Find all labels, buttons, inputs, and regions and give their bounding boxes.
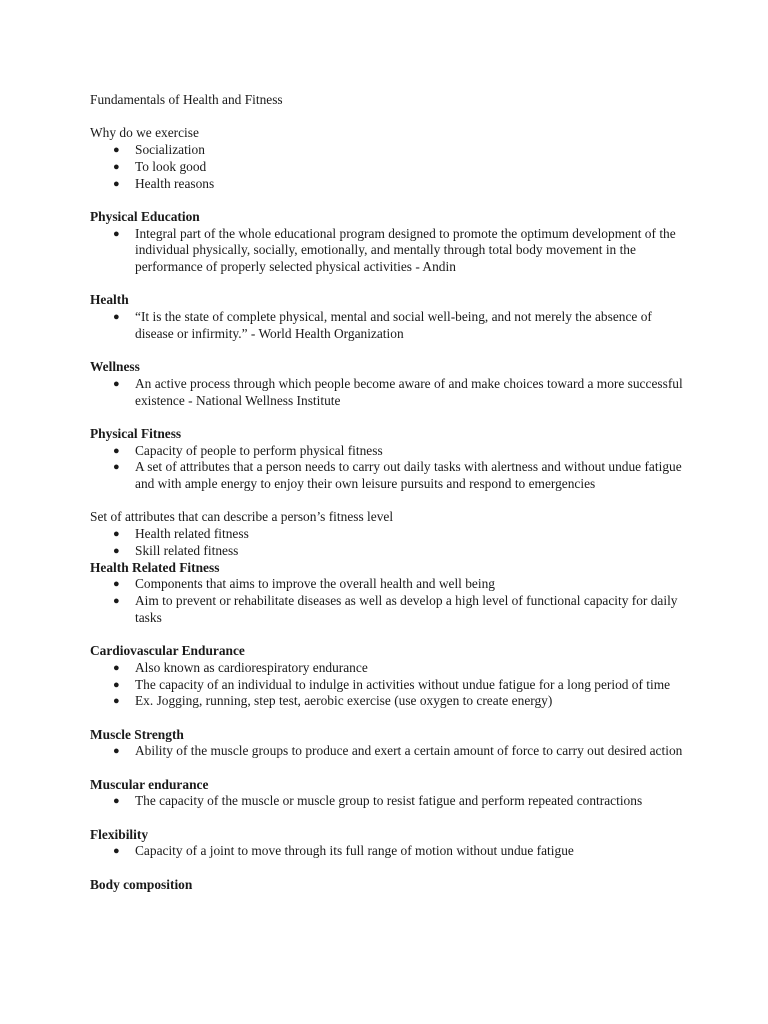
section-heading: Health	[90, 292, 129, 308]
section-heading: Muscle Strength	[90, 726, 184, 742]
section-muscular-endurance	[90, 777, 690, 810]
bullet-icon: ●	[113, 578, 120, 591]
section-heading: Wellness	[90, 359, 140, 375]
section-heading: Physical Education	[90, 208, 200, 224]
bullet-icon: ●	[113, 311, 120, 324]
list-item: ● Socialization	[113, 142, 205, 158]
section-physical-fitness	[90, 426, 690, 493]
list-item: ● Health reasons	[113, 175, 215, 191]
section-cardiovascular-endurance	[90, 643, 690, 710]
section-wellness	[90, 359, 690, 409]
section-why-exercise	[90, 125, 690, 192]
list-item: ● Aim to prevent or rehabilitate diseases as well as develop a high level of functional capacity for daily tasks	[113, 593, 678, 625]
list-item: ● Capacity of people to perform physical fitness	[113, 442, 383, 458]
section-heading: Muscular endurance	[90, 776, 209, 792]
bullet-icon: ●	[113, 377, 120, 390]
bullet-icon: ●	[113, 745, 120, 758]
list-item: ● Ex. Jogging, running, step test, aerobic exercise (use oxygen to create energy)	[113, 693, 553, 709]
bullet-list	[90, 309, 690, 342]
bullet-icon: ●	[113, 845, 120, 858]
bullet-list	[90, 226, 690, 276]
list-item: ● The capacity of an individual to indulge in activities without undue fatigue for a long period of time	[113, 676, 671, 692]
bullet-icon: ●	[113, 595, 120, 607]
bullet-icon: ●	[113, 695, 120, 708]
list-item: ● “It is the state of complete physical, mental and social well-being, and not merely the absence of disease or infirmity.” - World Health Organization	[113, 309, 652, 341]
list-item: ● Ability of the muscle groups to produce and exert a certain amount of force to carry out desired action	[113, 743, 683, 759]
section-physical-education	[90, 209, 690, 276]
list-item: ● The capacity of the muscle or muscle group to resist fatigue and perform repeated contractions	[113, 793, 643, 809]
bullet-icon: ●	[113, 544, 120, 557]
bullet-icon: ●	[113, 528, 120, 541]
bullet-icon: ●	[113, 177, 120, 190]
section-fitness-attributes	[90, 509, 690, 559]
section-lead: Set of attributes that can describe a person’s fitness level	[90, 509, 394, 525]
bullet-icon: ●	[113, 795, 120, 808]
bullet-icon: ●	[113, 444, 120, 457]
bullet-icon: ●	[113, 160, 120, 173]
bullet-list	[90, 142, 690, 192]
bullet-icon: ●	[113, 661, 120, 674]
list-item: ● An active process through which people become aware of and make choices toward a more successful existence - National Wellness Institute	[113, 375, 683, 408]
section-body-composition	[90, 877, 690, 894]
bullet-list	[90, 843, 690, 860]
list-item: ● Capacity of a joint to move through its full range of motion without undue fatigue	[113, 843, 574, 859]
bullet-list	[90, 660, 690, 710]
list-item: ● Integral part of the whole educational program designed to promote the optimum development of the individual physically, socially, emotionally, and mentally through total body movement in the performance of properly selected physical activities - Andin	[113, 225, 676, 274]
bullet-icon: ●	[113, 461, 120, 474]
section-heading: Physical Fitness	[90, 425, 182, 441]
bullet-icon: ●	[113, 678, 120, 691]
bullet-icon: ●	[113, 144, 120, 157]
bullet-list	[90, 743, 690, 760]
list-item: ● Health related fitness	[113, 526, 249, 542]
bullet-list	[90, 443, 690, 493]
section-health-related-fitness	[90, 560, 690, 627]
list-item: ● Components that aims to improve the overall health and well being	[113, 576, 495, 592]
document-title: Fundamentals of Health and Fitness	[90, 92, 283, 107]
list-item: ● To look good	[113, 158, 207, 174]
section-heading: Body composition	[90, 876, 193, 892]
bullet-icon: ●	[113, 227, 120, 240]
section-heading: Flexibility	[90, 826, 149, 842]
section-heading: Health Related Fitness	[90, 559, 220, 575]
document-page	[90, 92, 690, 894]
bullet-list	[90, 376, 690, 409]
section-muscle-strength	[90, 727, 690, 760]
list-item: ● A set of attributes that a person needs to carry out daily tasks with alertness and without undue fatigue and with ample energy to enjoy their own leisure pursuits and respond to emergencies	[113, 459, 682, 492]
section-health	[90, 292, 690, 342]
bullet-list	[90, 526, 690, 559]
section-lead: Why do we exercise	[90, 125, 199, 141]
bullet-list	[90, 576, 690, 626]
list-item: ● Skill related fitness	[113, 542, 239, 558]
bullet-list	[90, 793, 690, 810]
section-flexibility	[90, 827, 690, 860]
section-heading: Cardiovascular Endurance	[90, 643, 245, 659]
list-item: ● Also known as cardiorespiratory endurance	[113, 659, 368, 675]
